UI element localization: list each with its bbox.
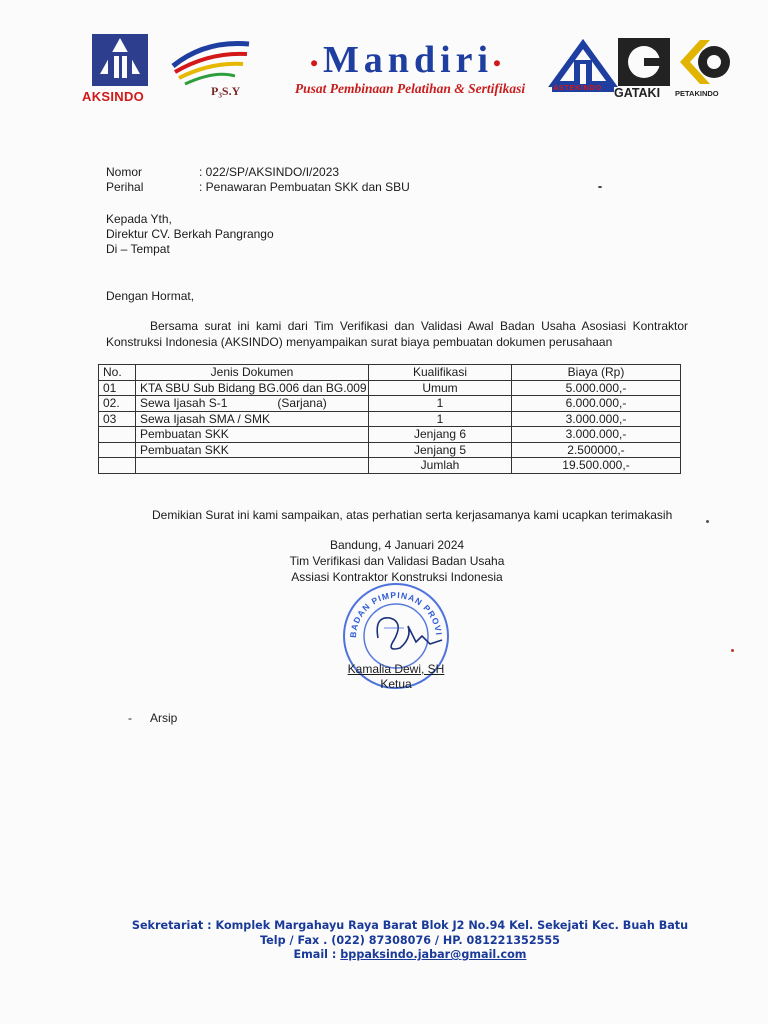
row-cost: 3.000.000,-	[512, 411, 681, 427]
email-label: Email :	[293, 948, 341, 961]
row-cost: 5.000.000,-	[512, 380, 681, 396]
p3sy-logo-text: P₃S.Y	[211, 84, 241, 98]
table-total-row	[99, 458, 681, 474]
footer-email	[80, 947, 740, 962]
org-line: Tim Verifikasi dan Validasi Badan Usaha	[289, 554, 505, 568]
arsip-bullet: -	[128, 711, 132, 725]
row-number	[99, 427, 136, 443]
row-qualification: 1	[369, 396, 512, 412]
row-number: 02.	[99, 396, 136, 412]
recipient-line: Kepada Yth,	[106, 212, 172, 226]
signatory-title: Ketua	[380, 677, 412, 691]
cost-table	[98, 364, 681, 474]
table-row	[99, 380, 681, 396]
row-cost: 3.000.000,-	[512, 427, 681, 443]
footer-address: Sekretariat : Komplek Margahayu Raya Barat Blok J2 No.94 Kel. Sekejati Kec. Buah Batu	[131, 919, 689, 932]
row-qualification: Umum	[369, 380, 512, 396]
row-document: Pembuatan SKK	[136, 442, 369, 458]
arsip-label: Arsip	[150, 711, 178, 725]
signatory-name: Kamalia Dewi, SH	[347, 662, 445, 676]
row-qualification: Jenjang 5	[369, 442, 512, 458]
nomor-value: : 022/SP/AKSINDO/I/2023	[199, 165, 340, 179]
intro-paragraph	[106, 319, 688, 350]
recipient-line: Di – Tempat	[106, 242, 170, 256]
gataki-logo-text: GATAKI	[614, 86, 661, 100]
table-header-cell: Biaya (Rp)	[512, 365, 681, 381]
row-number: 03	[99, 411, 136, 427]
place-date: Bandung, 4 Januari 2024	[329, 538, 465, 552]
perihal-value: : Penawaran Pembuatan SKK dan SBU	[199, 180, 410, 194]
table-header-cell: Jenis Dokumen	[136, 365, 369, 381]
star-icon: •	[310, 50, 323, 76]
row-number: 01	[99, 380, 136, 396]
brand-name: Mandiri	[322, 39, 494, 81]
table-row	[99, 411, 681, 427]
table-header-cell: Kualifikasi	[369, 365, 512, 381]
astekindo-logo-text: ASTEKINDO	[553, 83, 602, 92]
row-qualification: Jenjang 6	[369, 427, 512, 443]
row-document: Pembuatan SKK	[136, 427, 369, 443]
svg-text:BADAN PIMPINAN PROVINSI	[338, 578, 444, 638]
empty-cell	[136, 458, 369, 474]
row-number	[99, 442, 136, 458]
gataki-logo	[616, 36, 672, 88]
aksindo-logo-text: AKSINDO	[82, 89, 145, 104]
scan-speck	[731, 649, 734, 652]
email-link[interactable]: bppaksindo.jabar@gmail.com	[340, 948, 527, 961]
footer-phone: Telp / Fax . (022) 87308076 / HP. 081221352555	[260, 934, 560, 947]
perihal-label: Perihal	[106, 180, 144, 194]
petakindo-logo	[676, 34, 734, 90]
table-row	[99, 442, 681, 458]
intro-paragraph-text: Bersama surat ini kami dari Tim Verifikasi dan Validasi Awal Badan Usaha Asosiasi Kontraktor Konstruksi Indonesia (AKSINDO) menyampaikan surat biaya pembuatan dokumen perusahaan	[106, 319, 688, 349]
star-icon: •	[493, 50, 506, 76]
recipient-line: Direktur CV. Berkah Pangrango	[106, 227, 274, 241]
nomor-label: Nomor	[106, 165, 143, 179]
brand-title	[268, 38, 548, 85]
scan-speck	[706, 520, 709, 523]
closing-paragraph: Demikian Surat ini kami sampaikan, atas perhatian serta kerjasamanya kami ucapkan terimakasih	[152, 508, 673, 522]
empty-cell	[99, 458, 136, 474]
petakindo-logo-text: PETAKINDO	[675, 89, 719, 98]
salutation: Dengan Hormat,	[106, 289, 195, 303]
table-row	[99, 396, 681, 412]
stamp-text: BADAN PIMPINAN PROVI	[347, 589, 444, 639]
row-cost: 6.000.000,-	[512, 396, 681, 412]
row-document: Sewa Ijasah S-1 (Sarjana)	[136, 396, 369, 412]
row-qualification: 1	[369, 411, 512, 427]
table-row	[99, 427, 681, 443]
org-line: Assiasi Kontraktor Konstruksi Indonesia	[291, 570, 503, 584]
row-document: Sewa Ijasah SMA / SMK	[136, 411, 369, 427]
table-header-cell: No.	[99, 365, 136, 381]
total-value: 19.500.000,-	[512, 458, 681, 474]
row-cost: 2.500000,-	[512, 442, 681, 458]
brand-subtitle: Pusat Pembinaan Pelatihan & Sertifikasi	[294, 81, 526, 96]
total-label: Jumlah	[369, 458, 512, 474]
scan-speck	[598, 186, 602, 188]
table-header-row	[99, 365, 681, 381]
row-document: KTA SBU Sub Bidang BG.006 dan BG.009	[136, 380, 369, 396]
